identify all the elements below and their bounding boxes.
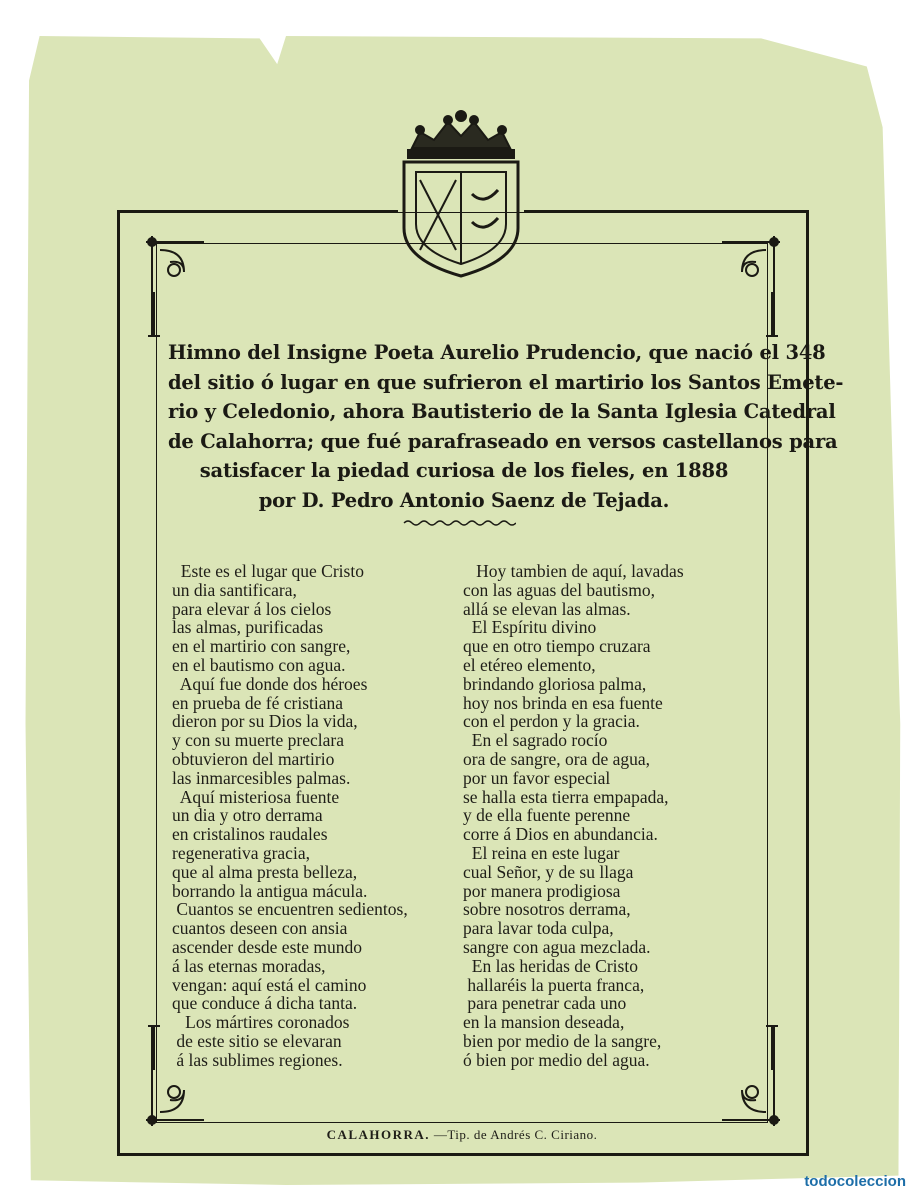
verse-line: Aquí misteriosa fuente <box>172 786 340 807</box>
verse-line: hoy nos brinda en esa fuente <box>463 692 663 713</box>
verse-line: cual Señor, y de su llaga <box>463 861 634 882</box>
verse-line: obtuvieron del martirio <box>172 748 335 769</box>
title-line: del sitio ó lugar en que sufrieron el martirio los Santos Emete- <box>168 370 844 394</box>
verse-line: se halla esta tierra empapada, <box>463 786 669 807</box>
verse-line: que al alma presta belleza, <box>172 861 358 882</box>
verse-line: y de ella fuente perenne <box>463 805 631 826</box>
verse-line: de este sitio se elevaran <box>172 1030 342 1051</box>
verse-line: El Espíritu divino <box>463 617 597 638</box>
poem-right-column <box>463 562 763 1070</box>
divider-squiggle <box>402 518 516 528</box>
hymn-title <box>168 338 844 515</box>
watermark: todocoleccion <box>804 1173 906 1190</box>
verse-line: brindando gloriosa palma, <box>463 673 647 694</box>
verse-line: las almas, purificadas <box>172 617 324 638</box>
verse-line: Los mártires coronados <box>172 1012 350 1033</box>
verse-line: Cuantos se encuentren sedientos, <box>172 899 408 920</box>
verse-line: ó bien por medio del agua. <box>463 1049 650 1070</box>
verse-line: á las eternas moradas, <box>172 955 326 976</box>
verse-line: Este es el lugar que Cristo <box>172 561 364 581</box>
corner-ornament-icon <box>140 232 210 342</box>
verse-line: un dia santificara, <box>172 579 297 600</box>
verse-line: bien por medio de la sangre, <box>463 1030 662 1051</box>
verse-line: regenerativa gracia, <box>172 842 310 863</box>
verse-line: en el martirio con sangre, <box>172 636 351 657</box>
verse-line: con las aguas del bautismo, <box>463 579 655 600</box>
verse-line: en el bautismo con agua. <box>172 654 346 675</box>
verse-line: el etéreo elemento, <box>463 654 596 675</box>
verse-line: que conduce á dicha tanta. <box>172 993 358 1014</box>
verse-line: en cristalinos raudales <box>172 824 328 845</box>
verse-line: por un favor especial <box>463 767 611 788</box>
verse-line: ora de sangre, ora de agua, <box>463 748 651 769</box>
title-line: por D. Pedro Antonio Saenz de Tejada. <box>258 488 670 512</box>
footer-printer: —Tip. de Andrés C. Ciriano. <box>433 1127 598 1142</box>
verse-line: cuantos deseen con ansia <box>172 918 348 939</box>
verse-line: con el perdon y la gracia. <box>463 711 640 732</box>
verse-line: allá se elevan las almas. <box>463 598 631 619</box>
verse-line: sobre nosotros derrama, <box>463 899 631 920</box>
verse-line: para lavar toda culpa, <box>463 918 614 939</box>
verse-line: En las heridas de Cristo <box>463 955 638 976</box>
title-line: satisfacer la piedad curiosa de los fieles, en 1888 <box>199 459 729 482</box>
verse-line: vengan: aquí está el camino <box>172 974 367 995</box>
verse-line: hallaréis la puerta franca, <box>463 974 645 995</box>
corner-ornament-icon <box>716 232 786 342</box>
verse-line: para penetrar cada uno <box>463 993 627 1014</box>
printer-footer <box>0 1127 924 1143</box>
verse-line: en la mansion deseada, <box>463 1012 625 1033</box>
title-line: de Calahorra; que fué parafraseado en versos castellanos para <box>168 429 838 453</box>
verse-line: las inmarcesibles palmas. <box>172 767 351 788</box>
footer-city: CALAHORRA. <box>326 1127 431 1142</box>
title-line: rio y Celedonio, ahora Bautisterio de la Santa Iglesia Catedral <box>168 400 836 423</box>
verse-line: dieron por su Dios la vida, <box>172 711 358 732</box>
verse-line: y con su muerte preclara <box>172 730 345 751</box>
verse-line: ascender desde este mundo <box>172 936 362 957</box>
verse-line: para elevar á los cielos <box>172 598 332 619</box>
poem-left-column <box>172 562 462 1070</box>
verse-line: En el sagrado rocío <box>463 730 608 751</box>
verse-line: Hoy tambien de aquí, lavadas <box>463 561 684 581</box>
verse-line: El reina en este lugar <box>463 842 620 863</box>
verse-line: por manera prodigiosa <box>463 880 621 901</box>
verse-line: que en otro tiempo cruzara <box>463 636 651 657</box>
verse-line: borrando la antigua mácula. <box>172 880 368 901</box>
crown-crest-icon <box>398 110 524 280</box>
verse-line: á las sublimes regiones. <box>172 1049 343 1070</box>
verse-line: Aquí fue donde dos héroes <box>172 673 368 694</box>
verse-line: corre á Dios en abundancia. <box>463 824 658 845</box>
verse-line: sangre con agua mezclada. <box>463 936 651 957</box>
verse-line: en prueba de fé cristiana <box>172 692 344 713</box>
title-line: Himno del Insigne Poeta Aurelio Prudencio, que nació el 348 <box>168 341 826 364</box>
verse-line: un dia y otro derrama <box>172 805 323 826</box>
